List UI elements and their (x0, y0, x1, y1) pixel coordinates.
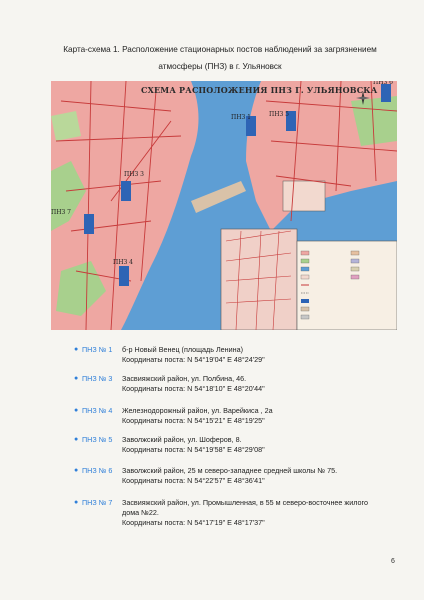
station-label: ПНЗ № 3 (82, 374, 113, 383)
label-pnz1: ПНЗ 1 (231, 114, 251, 121)
bullet-icon: ● (74, 499, 79, 506)
station-details (122, 406, 404, 426)
station-coordinates: Координаты поста: N 54°18'10" E 48°20'44" (122, 384, 265, 393)
station-coordinates: Координаты поста: N 54°22'57" E 48°36'41" (122, 476, 265, 485)
station-label: ПНЗ № 1 (82, 345, 113, 354)
figure-caption-line-2: атмосферы (ПНЗ) в г. Ульяновск (158, 62, 282, 71)
label-pnz4: ПНЗ 4 (113, 259, 133, 266)
legend-box (297, 241, 397, 330)
label-pnz5: ПНЗ 5 (269, 111, 289, 118)
inset-map (221, 229, 297, 330)
marker-pnz4 (119, 266, 129, 286)
station-address: Засвияжский район, ул. Промышленная, в 55 м северо-восточнее жилого (122, 498, 368, 507)
station-address: б-р Новый Венец (площадь Ленина) (122, 345, 244, 354)
city-map (51, 81, 397, 330)
label-pnz3: ПНЗ 3 (124, 171, 144, 178)
station-details (122, 466, 404, 486)
marker-pnz6 (381, 84, 391, 102)
station-details (122, 498, 404, 528)
station-coordinates: Координаты поста: N 54°15'21" E 48°19'25" (122, 416, 265, 425)
map-title: СХЕМА РАСПОЛОЖЕНИЯ ПНЗ Г. УЛЬЯНОВСКА (141, 85, 378, 95)
station-label: ПНЗ № 7 (82, 498, 113, 507)
station-address: Заволжский район, ул. Шоферов, 8. (122, 435, 242, 444)
station-address: Засвияжский район, ул. Полбина, 46. (122, 374, 247, 383)
station-details (122, 435, 404, 455)
bullet-icon: ● (74, 346, 79, 353)
station-label: ПНЗ № 5 (82, 435, 113, 444)
page-number: 6 (391, 558, 395, 565)
station-coordinates: Координаты поста: N 54°17'19" E 48°17'37" (122, 518, 265, 527)
station-address: Железнодорожный район, ул. Варейкиса , 2а (122, 406, 273, 415)
station-label: ПНЗ № 4 (82, 406, 113, 415)
station-label: ПНЗ № 6 (82, 466, 113, 475)
station-details (122, 374, 404, 394)
label-pnz6: ПНЗ 6 (373, 81, 393, 86)
station-coordinates: Координаты поста: N 54°19'04" E 48°24'29" (122, 355, 265, 364)
figure-caption-line-1: Карта-схема 1. Расположение стационарных постов наблюдений за загрязнением (63, 45, 377, 54)
overview-inset (283, 181, 325, 211)
marker-pnz3 (121, 181, 131, 201)
bullet-icon: ● (74, 467, 79, 474)
map-graphic (51, 81, 397, 330)
label-pnz7: ПНЗ 7 (51, 209, 71, 216)
station-coordinates: Координаты поста: N 54°19'58" E 48°29'08" (122, 445, 265, 454)
bullet-icon: ● (74, 436, 79, 443)
northwest-green-area (51, 111, 81, 141)
station-address: Заволжский район, 25 м северо-западнее средней школы № 75. (122, 466, 338, 475)
station-address-continued: дома №22. (122, 508, 159, 517)
bullet-icon: ● (74, 375, 79, 382)
station-details (122, 345, 404, 365)
marker-pnz7 (84, 214, 94, 234)
bullet-icon: ● (74, 407, 79, 414)
